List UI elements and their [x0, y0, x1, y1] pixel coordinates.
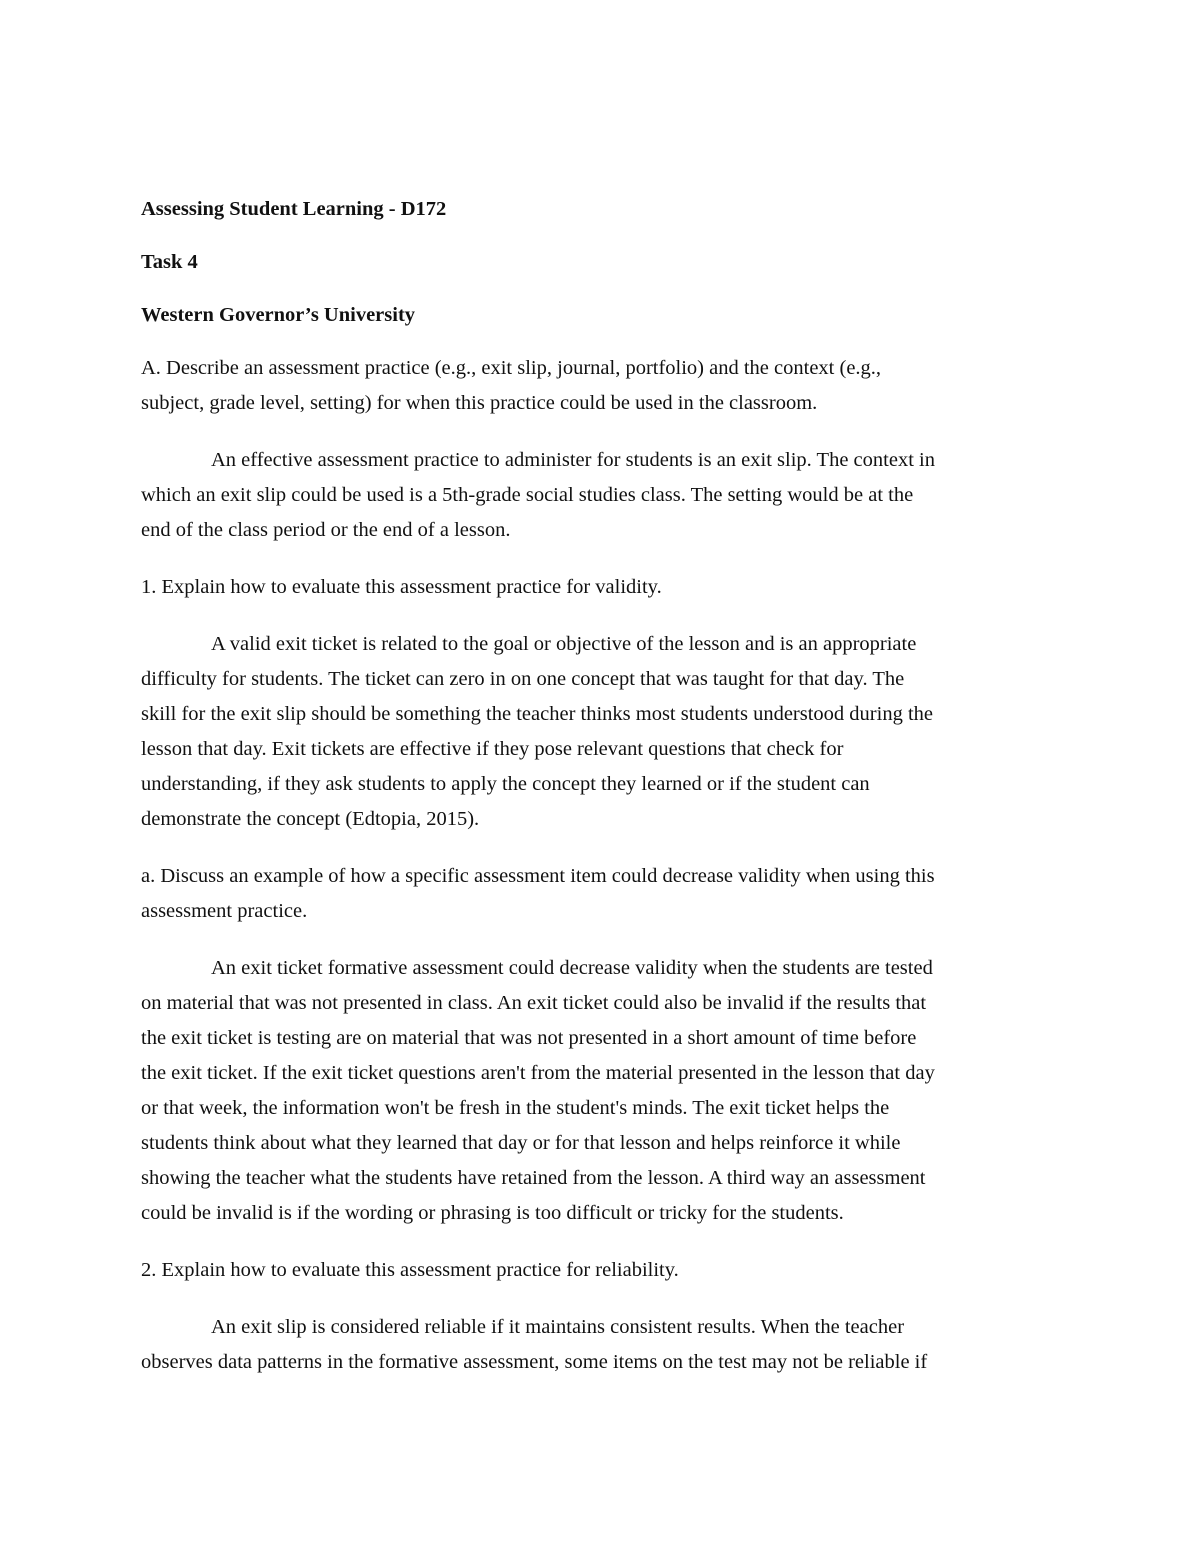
answer-1a	[141, 951, 1061, 1231]
answer-1a-line: the exit ticket is testing are on material that was not presented in a short amount of time before	[141, 1027, 917, 1049]
answer-1a-line: students think about what they learned that day or for that lesson and helps reinforce it while	[141, 1132, 901, 1154]
answer-a	[141, 443, 1061, 548]
answer-1-line: difficulty for students. The ticket can zero in on one concept that was taught for that day. The	[141, 668, 905, 690]
answer-1-line: skill for the exit slip should be something the teacher thinks most students understood during the	[141, 703, 933, 725]
answer-2	[141, 1310, 1061, 1380]
answer-1a-line: on material that was not presented in class. An exit ticket could also be invalid if the results that	[141, 992, 927, 1014]
answer-2-line: observes data patterns in the formative assessment, some items on the test may not be reliable if	[141, 1351, 928, 1373]
prompt-a-line: subject, grade level, setting) for when this practice could be used in the classroom.	[141, 392, 818, 414]
answer-2-line: An exit slip is considered reliable if it maintains consistent results. When the teacher	[211, 1316, 905, 1338]
prompt-a-line: A. Describe an assessment practice (e.g., exit slip, journal, portfolio) and the context (e.g.,	[141, 357, 882, 379]
document-body	[141, 192, 1061, 1402]
document-title: Assessing Student Learning - D172	[141, 198, 447, 220]
answer-1a-line: An exit ticket formative assessment could decrease validity when the students are tested	[211, 957, 933, 979]
answer-a-line: end of the class period or the end of a lesson.	[141, 519, 511, 541]
prompt-1a-line: a. Discuss an example of how a specific assessment item could decrease validity when using this	[141, 865, 935, 887]
prompt-1a-line: assessment practice.	[141, 900, 308, 922]
answer-1-line: A valid exit ticket is related to the goal or objective of the lesson and is an appropriate	[211, 633, 917, 655]
prompt-2-line: 2. Explain how to evaluate this assessment practice for reliability.	[141, 1259, 679, 1281]
answer-1	[141, 627, 1061, 837]
answer-1a-line: could be invalid is if the wording or phrasing is too difficult or tricky for the students.	[141, 1202, 844, 1224]
answer-a-line: which an exit slip could be used is a 5th-grade social studies class. The setting would be at the	[141, 484, 914, 506]
answer-1-line: lesson that day. Exit tickets are effective if they pose relevant questions that check for	[141, 738, 844, 760]
prompt-a	[141, 351, 1061, 421]
prompt-1-line: 1. Explain how to evaluate this assessment practice for validity.	[141, 576, 662, 598]
task-label: Task 4	[141, 251, 198, 273]
answer-1-line: demonstrate the concept (Edtopia, 2015).	[141, 808, 480, 830]
prompt-1a	[141, 859, 1061, 929]
answer-1a-line: or that week, the information won't be fresh in the student's minds. The exit ticket helps the	[141, 1097, 890, 1119]
answer-1a-line: showing the teacher what the students have retained from the lesson. A third way an assessment	[141, 1167, 926, 1189]
answer-1-line: understanding, if they ask students to apply the concept they learned or if the student can	[141, 773, 870, 795]
prompt-2	[141, 1253, 1061, 1288]
university-name: Western Governor’s University	[141, 304, 416, 326]
answer-1a-line: the exit ticket. If the exit ticket questions aren't from the material presented in the lesson that day	[141, 1062, 935, 1084]
prompt-1	[141, 570, 1061, 605]
answer-a-line: An effective assessment practice to administer for students is an exit slip. The context in	[211, 449, 935, 471]
